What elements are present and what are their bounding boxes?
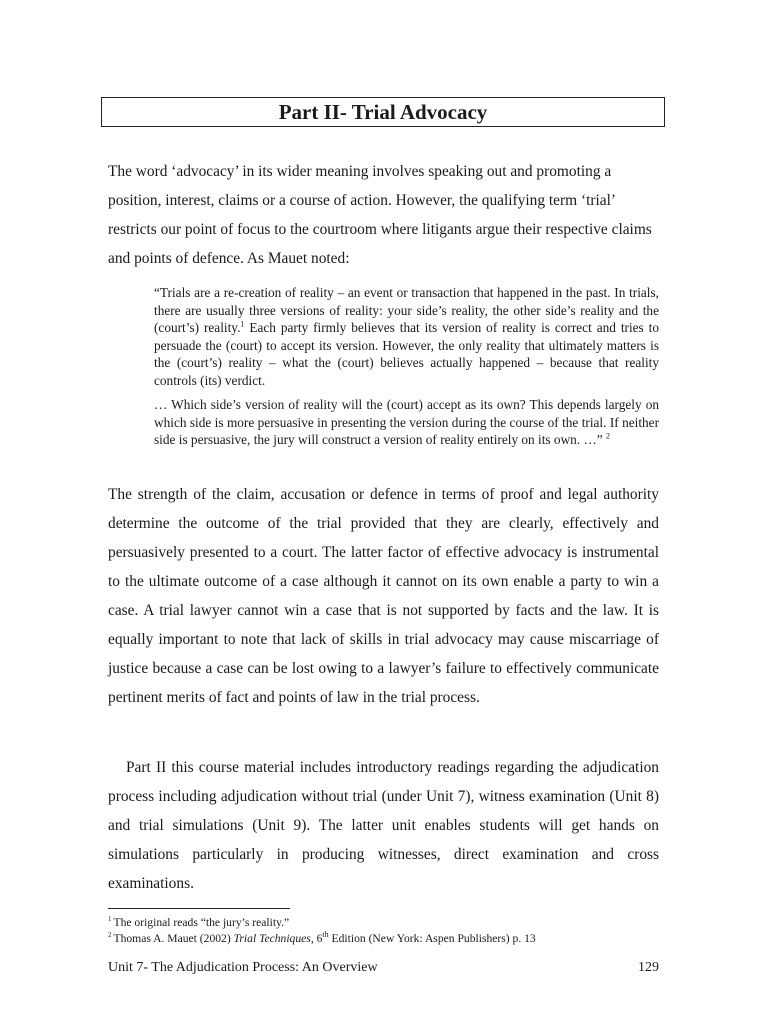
intro-paragraph: The word ‘advocacy’ in its wider meaning involves speaking out and promoting a position, interest, claims or a course of action. However, the qualifying term ‘trial’ restricts our point of focus to the courtroom where litigants argue their respective claims and points of defence. As Mauet noted:: [108, 163, 652, 267]
body-paragraph-2: The strength of the claim, accusation or defence in terms of proof and legal authority determine the outcome of the trial provided that they are clearly, effectively and persuasively presented to a court. The latter factor of effective advocacy is instrumental to the ultimate outcome of a case although it cannot on its own enable a party to win a case. A trial lawyer cannot win a case that is not supported by facts and the law. It is equally important to note that lack of skills in trial advocacy may cause miscarriage of justice because a case can be lost owing to a lawyer’s failure to effectively communicate pertinent merits of fact and points of law in the trial process.: [108, 486, 659, 706]
footnote-ref-2[interactable]: 2: [606, 431, 610, 441]
footnote-number: 1: [108, 915, 112, 924]
quote-2-text: … Which side’s version of reality will the (court) accept as its own? This depends largely on which side is more persuasive in presenting the version during the course of the trial. If neither side is persuasive, the jury will construct a version of reality entirely on its own. …”: [154, 397, 659, 448]
quote-1-part-a: “Trials are a re-creation of reality – an event or transaction that happened in the past. In trials, there are usually three versions of reality: your side’s reality, the other side’s reality and the (court’s) reality.: [154, 285, 659, 336]
footnote-text-pre: Thomas A. Mauet (2002): [113, 932, 234, 945]
footnote-ref-1[interactable]: 1: [240, 319, 245, 329]
footnote-separator: [108, 908, 290, 909]
footnote-text-post: Edition (New York: Aspen Publishers) p. 13: [328, 932, 536, 945]
ordinal-suffix: th: [322, 930, 329, 940]
block-quote-1: [154, 284, 659, 390]
footnote-text-mid: , 6: [310, 932, 323, 945]
footnote-text: The original reads “the jury’s reality.”: [113, 916, 290, 929]
footnote-number: 2: [108, 931, 112, 940]
page-title: [101, 97, 665, 127]
page-title-text: Part II- Trial Advocacy: [278, 99, 488, 124]
page-footer: [108, 959, 659, 977]
body-paragraph-3: Part II this course material includes introductory readings regarding the adjudication process including adjudication without trial (under Unit 7), witness examination (Unit 8) and trial simulations (Unit 9). The latter unit enables students will get hands on simulations particularly in producing witnesses, direct examination and cross examinations.: [108, 759, 659, 892]
footer-unit-title: Unit 7- The Adjudication Process: An Overview: [108, 960, 378, 975]
footnote-1: [108, 916, 289, 930]
block-quote-2: [154, 396, 659, 449]
page-number: 129: [638, 960, 659, 975]
book-title: Trial Techniques: [233, 932, 311, 945]
quote-1-part-b: Each party firmly believes that its version of reality is correct and tries to persuade the (court) to accept its version. However, the only reality that ultimately matters is the (court’s) reality – what the (court) believes actually happened – because that reality controls (its) verdict.: [154, 320, 659, 388]
footnote-2: [108, 932, 536, 946]
